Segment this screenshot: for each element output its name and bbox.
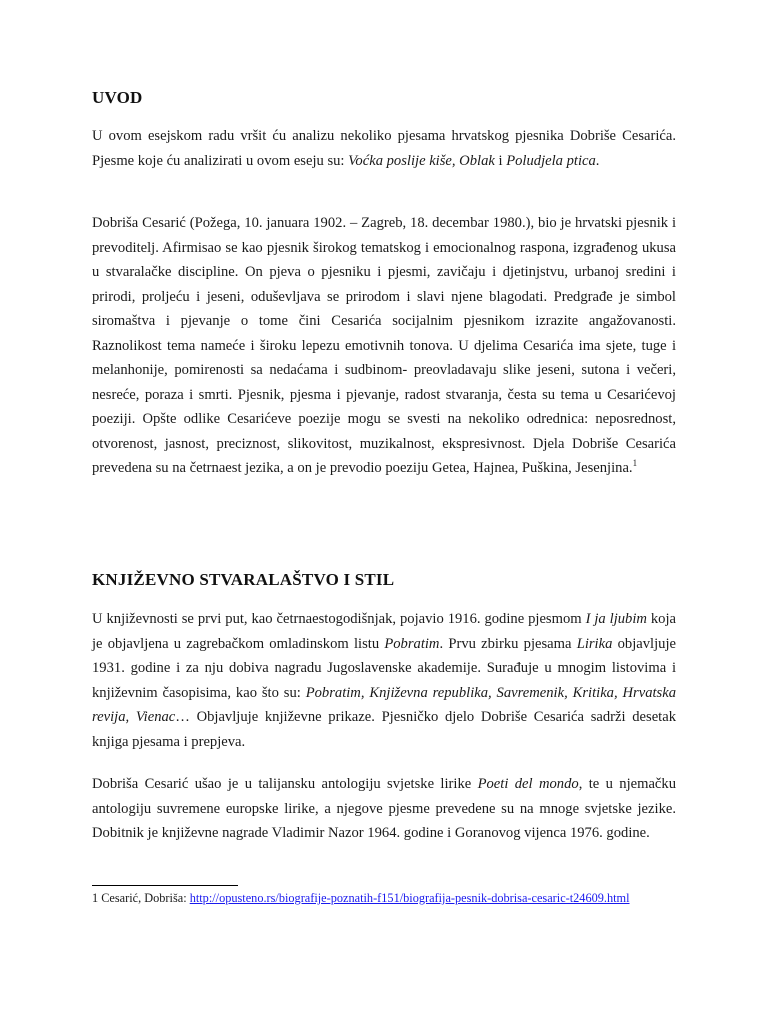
collection-title: Lirika: [576, 635, 613, 652]
journal-title: Pobratim: [384, 635, 440, 652]
section-heading-knjizevno: KNJIŽEVNO STVARALAŠTVO I STIL: [92, 570, 395, 589]
paragraph-text: U književnosti se prvi put, kao četrnaestogodišnjak, pojavio 1916. godine pjesmom: [92, 611, 586, 627]
paragraph-text: … Objavljuje književne prikaze. Pjesničko djelo Dobriše Cesarića sadrži desetak knjiga pjesama i prepjeva.: [92, 709, 677, 750]
paragraph-text: Dobriša Cesarić (Požega, 10. januara 1902. – Zagreb, 18. decembar 1980.), bio je hrvatski pjesnik i prevoditelj. Afirmisao se kao pjesnik širokog tematskog i emocionalnog raspona, izgrađenog ukusa u stvaralačke discipline. On pjeva o pjesniku i pjesmi, zavičaju i djetinjstvu, urbanoj sredini i prirodi, proljeću i jeseni, oduševljava se prirodom i slavi njene blagodati. Predgrađe je simbol siromaštva i pjevanje o tome čini Cesarića socijalnim pjesnikom izrazite angažovanosti. Raznolikost tema nameće i široku lepezu emotivnih tonova. U djelima Cesarića ima sjete, tuge i melanhonije, pomirenosti sa nedaćama i sudbinom- preovladavaju slike jeseni, sutona i večeri, nesreće, poraza i smrti. Pjesnik, pjesma i pjevanje, radost stvaranja, česta su tema u Cesarićevoj poeziji. Opšte odlike Cesarićeve poezije mogu se svesti na nekoliko odrednica: neposrednost, otvorenost, jasnost, preciznost, slikovitost, muzikalnost, ekspresivnost. Djela Dobriše Cesarića prevedena su na četrnaest jezika, a on je prevodio poeziju Getea, Hajnea, Puškina, Jesenjina.: [92, 215, 676, 476]
footnote-reference[interactable]: 1: [632, 458, 638, 469]
footnote-number: 1: [92, 891, 99, 905]
poem-title: I ja ljubim: [585, 611, 647, 627]
paragraph-text: Dobriša Cesarić ušao je u talijansku antologiju svjetske lirike: [92, 776, 478, 792]
footnote-link[interactable]: http://opusteno.rs/biografije-poznatih-f151/biografija-pesnik-dobrisa-cesaric-t24609.html: [189, 891, 630, 905]
paragraph-text: i: [494, 152, 507, 169]
poem-title: Poludjela ptica: [506, 152, 596, 169]
journal-list: Pobratim, Književna republika, Savremenik, Kritika, Hrvatska revija, Vienac: [92, 684, 677, 725]
footnote: [92, 889, 676, 907]
poem-title: Voćka poslije kiše, Oblak: [348, 152, 495, 169]
footnote-separator: [92, 885, 238, 886]
anthology-title: Poeti del mondo: [477, 776, 579, 792]
paragraph-text: .: [595, 152, 600, 169]
paragraph-awards: [92, 772, 676, 846]
paragraph-literary-work: [92, 607, 676, 754]
paragraph-text: objavljuje 1931. godine i za nju dobiva nagradu Jugoslavenske akademije. Surađuje u mnogim listovima i književnim časopisima, kao što su:: [92, 635, 676, 701]
paragraph-biography: [92, 211, 676, 481]
paragraph-text: U ovom esejskom radu vršit ću analizu nekoliko pjesama hrvatskog pjesnika Dobriše Cesarića. Pjesme koje ću analizirati u ovom eseju su:: [92, 128, 676, 169]
section-heading-uvod: UVOD: [92, 88, 143, 107]
paragraph-text: , te u njemačku antologiju suvremene europske lirike, a njegove pjesme prevedene su na mnoge svjetske jezike. Dobitnik je književne nagrade Vladimir Nazor 1964. godine i Goranovog vijenca 1976. godine.: [92, 776, 676, 841]
paragraph-intro: [92, 124, 676, 173]
footnote-text: Cesarić, Dobriša:: [101, 891, 190, 905]
paragraph-text: . Prvu zbirku pjesama: [439, 635, 577, 652]
paragraph-text: koja je objavljena u zagrebačkom omladinskom listu: [92, 611, 676, 652]
